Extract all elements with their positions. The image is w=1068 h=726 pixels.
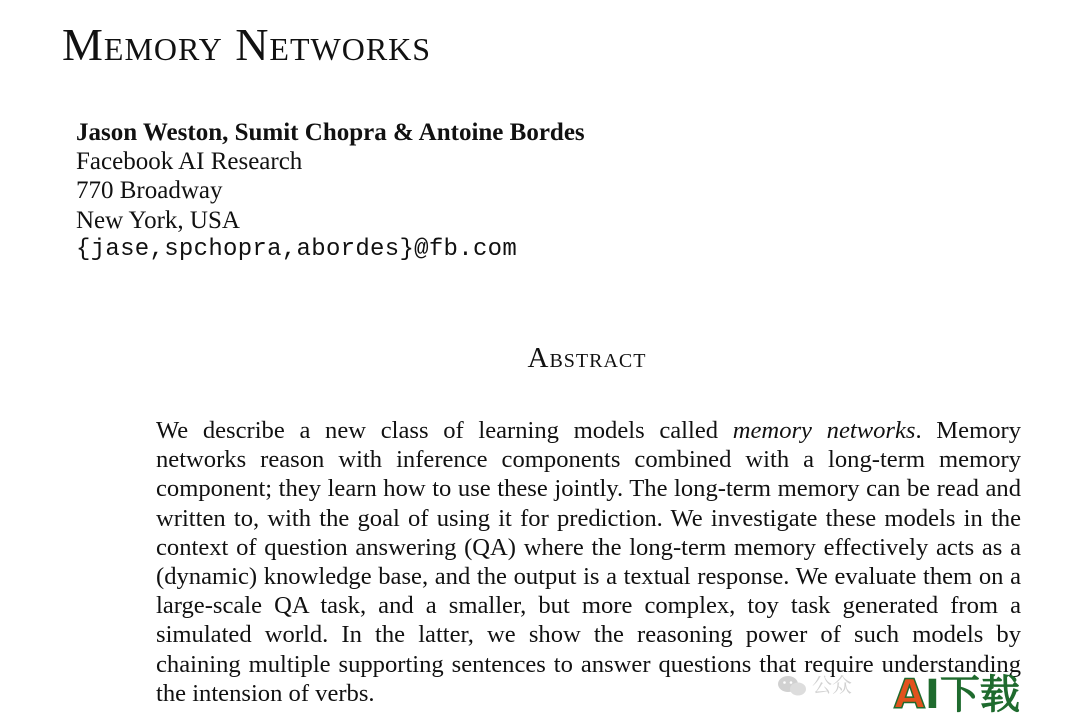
address-line-1: 770 Broadway [76,177,223,205]
author-names: Jason Weston, Sumit Chopra & Antoine Bordes [76,119,585,146]
author-block [76,118,585,264]
abstract-text-rest: . Memory networks reason with inference components combined with a long-term memory component; they learn how to use these jointly. The long-term memory can be read and written to, with the goal of using it for prediction. We investigate these models in the context of question answering (QA) where the long-term memory effectively acts as a (dynamic) knowledge base, and the output is a textual response. We evaluate them on a large-scale QA task, and a smaller, but more complex, toy task generated from a simulated world. In the latter, we show the reasoning power of such models by chaining multiple supporting sentences to answer questions that require understanding the intension of verbs. [156,417,1021,707]
abstract-text [156,416,1021,708]
author-email: {jase,spchopra,abordes}@fb.com [76,235,518,263]
abstract-text-start: We describe a new class of learning models called [156,417,733,444]
affiliation: Facebook AI Research [76,148,303,176]
abstract-italic-term: memory networks [732,417,916,444]
watermark-logo-rest: I下载 [924,672,1020,718]
paper-title: Memory Networks [62,19,432,70]
watermark-logo [894,670,1020,720]
wechat-icon [776,670,872,700]
address-line-2: New York, USA [76,206,240,234]
watermark-social-account [776,670,872,700]
watermark-logo-accent: A [894,672,925,718]
watermark-social-label: 公众 [812,673,852,697]
abstract-heading: Abstract [527,342,647,374]
